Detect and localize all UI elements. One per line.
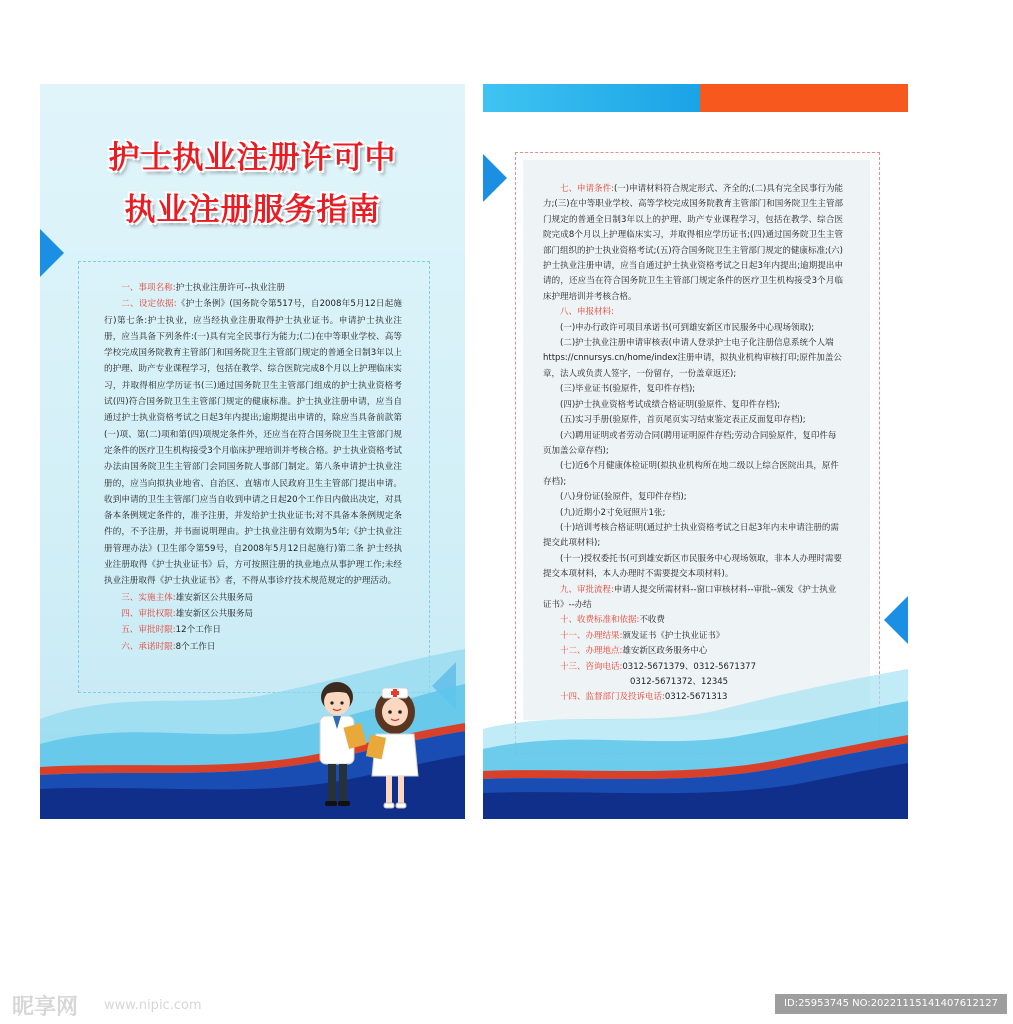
item-14-label: 十四、监督部门及投诉电话: xyxy=(560,692,665,703)
item-3-text: 雄安新区公共服务局 xyxy=(175,592,254,603)
watermark-id-badge: ID:25953745 NO:20221115141407612127 xyxy=(775,994,1007,1014)
item-1 xyxy=(104,280,402,296)
arrow-left-icon xyxy=(884,596,908,644)
item-7-label: 七、申请条件: xyxy=(560,184,614,194)
left-poster-panel xyxy=(40,84,465,819)
item-1-label: 一、事项名称: xyxy=(121,283,176,293)
material-9: (九)近期小2寸免冠照片1张; xyxy=(560,507,666,518)
item-3-label: 三、实施主体: xyxy=(121,592,176,603)
item-2 xyxy=(104,296,402,589)
item-2-text: 《护士条例》(国务院令第517号，自2008年5月12日起施行)第七条:护士执业，应当经执业注册取得护士执业证书。申请护士执业注册，应当具备下列条件:(一)具有完全民事行为能力;(二)在中等职业学校、高等学校完成国务院教育主管部门和国务院卫生主管部门规定的普通全日制3年以上的护理、助产专业课程学习，包括在教学、综合医院完成8个月以上护理临床实习，并取得相应学历证书(三)通过国务院卫生主管部门组成的护士执业资格考试(四)符合国务院卫生主管部门规定的健康标准。护士执业注册申请，应当自通过护士执业资格考试之日起3年内提出;逾期提出申请的，除应当具备前款第(一)项、第(二)项和第(四)项规定条件外，还应当在符合国务院卫生主管部门规定条件的医疗卫生机构接受3个月临床护理培训并考核合格。护士执业资格考试办法由国务院卫生主管部门会同国务院人事部门制定。第八条申请护士执业注册的，应当向拟执业地省、自治区、直辖市人民政府卫生主管部门提出申请。收到申请的卫生主管部门应当自收到申请之日起20个工作日内做出决定，对具备本条例规定条件的，准予注册，并发给护士执业证书;对不具备本条例规定条件的，不予注册，并书面说明理由。护士执业注册有效期为5年;《护士执业注册管理办法》(卫生部令第59号，自2008年5月12日起施行)第二条 护士经执业注册取得《护士执业证书》后，方可按照注册的执业地点从事护理工作;未经执业注册取得《护士执业证书》者，不得从事诊疗技术规范规定的护理活动。 xyxy=(104,299,402,587)
item-6-text: 8个工作日 xyxy=(175,641,216,652)
item-5-text: 12个工作日 xyxy=(175,625,221,636)
material-3: (三)毕业证书(验原件，复印件存档); xyxy=(560,384,696,395)
material-4: (四)护士执业资格考试成绩合格证明(验原件、复印件存档); xyxy=(560,399,781,410)
material-10: (十)培训考核合格证明(通过护士执业资格考试之日起3年内未申请注册的需提交此项材料); xyxy=(543,522,839,549)
item-14-text: 0312-5671313 xyxy=(664,692,728,703)
right-content xyxy=(543,182,843,706)
item-11 xyxy=(543,629,843,644)
item-2-label: 二、设定依据: xyxy=(121,299,177,310)
left-content xyxy=(104,280,402,655)
item-13-line2: 0312-5671372、12345 xyxy=(630,677,729,687)
item-12-text: 雄安新区政务服务中心 xyxy=(622,646,708,657)
nurse-illustration xyxy=(360,684,430,814)
item-10-text: 不收费 xyxy=(639,615,665,626)
item-4-label: 四、审批权限: xyxy=(121,608,176,619)
arrow-right-icon xyxy=(483,154,507,202)
item-9-text: 申请人提交所需材料--窗口审核材料--审批--颁发《护士执业证书》--办结 xyxy=(543,584,837,610)
material-2: (二)护士执业注册申请审核表(申请人登录护士电子化注册信息系统个人端https://cnnursys.cn/home/index注册申请，拟执业机构审核打印;原件加盖公章，法人或负责人签字，一份留存，一份盖章返还); xyxy=(543,338,842,379)
right-poster-panel xyxy=(483,84,908,819)
top-bar-blue xyxy=(483,84,700,112)
item-4 xyxy=(104,606,402,622)
item-6-label: 六、承诺时限: xyxy=(121,641,176,652)
item-7-text: (一)申请材料符合规定形式、齐全的;(二)具有完全民事行为能力;(三)在中等职业学校、高等学校完成国务院教育主管部门和国务院卫生主管部门规定的普通全日制3年以上的护理、助产专业课程学习，包括在教学、综合医院完成8个月以上护理临床实习，并取得相应学历证书;(四)通过国务院卫生主管部门组织的护士执业资格考试;(五)符合国务院卫生主管部门规定的健康标准;(六)护士执业注册申请，应当自通过护士执业资格考试之日起3年内提出;逾期提出申请的，还应当在符合国务院卫生主管部门规定条件的医疗卫生机构接受3个月临床护理培训并考核合格。 xyxy=(543,184,843,302)
item-10 xyxy=(543,613,843,628)
top-bar-orange xyxy=(700,84,908,112)
item-12-label: 十二、办理地点: xyxy=(560,646,623,657)
item-4-text: 雄安新区公共服务局 xyxy=(175,608,254,619)
item-11-text: 颁发证书《护士执业证书》 xyxy=(622,630,725,641)
watermark-brand: 昵享网 xyxy=(12,995,79,1020)
material-5: (五)实习手册(验原件，首页尾页实习结束鉴定表正反面复印存档); xyxy=(560,415,806,426)
arrow-right-icon xyxy=(40,229,64,277)
wave-decoration xyxy=(483,649,908,819)
item-9-label: 九、审批流程: xyxy=(560,584,614,595)
item-5-label: 五、审批时限: xyxy=(121,625,176,636)
item-3 xyxy=(104,590,402,606)
item-13-label: 十三、咨询电话: xyxy=(560,661,623,672)
item-13-line1: 0312-5671379、0312-5671377 xyxy=(622,661,756,672)
title-line-2: 执业注册服务指南 xyxy=(124,192,381,228)
material-8: (八)身份证(验原件，复印件存档); xyxy=(560,492,687,503)
item-7 xyxy=(543,182,843,305)
material-7: (七)近6个月健康体检证明(拟执业机构所在地二级以上综合医院出具，原件存档); xyxy=(543,461,839,487)
item-9 xyxy=(543,583,843,614)
material-1: (一)申办行政许可项目承诺书(可到雄安新区市民服务中心现场领取); xyxy=(560,322,815,333)
item-8-label: 八、申报材料: xyxy=(560,307,614,318)
material-6: (六)聘用证明或者劳动合同(聘用证明原件存档;劳动合同验原件，复印件每页加盖公章存档); xyxy=(543,430,837,456)
item-5 xyxy=(104,622,402,638)
material-11: (十一)授权委托书(可到雄安新区市民服务中心现场领取，非本人办理时需要提交本项材料，本人办理时不需要提交本项材料)。 xyxy=(543,553,842,580)
watermark-url: www.nipic.com xyxy=(104,998,202,1013)
item-10-label: 十、收费标准和依据: xyxy=(560,615,640,626)
title-line-1: 护士执业注册许可中 xyxy=(108,140,397,176)
item-8-heading xyxy=(543,305,843,320)
item-1-text: 护士执业注册许可--执业注册 xyxy=(175,283,285,293)
item-11-label: 十一、办理结果: xyxy=(560,630,623,641)
